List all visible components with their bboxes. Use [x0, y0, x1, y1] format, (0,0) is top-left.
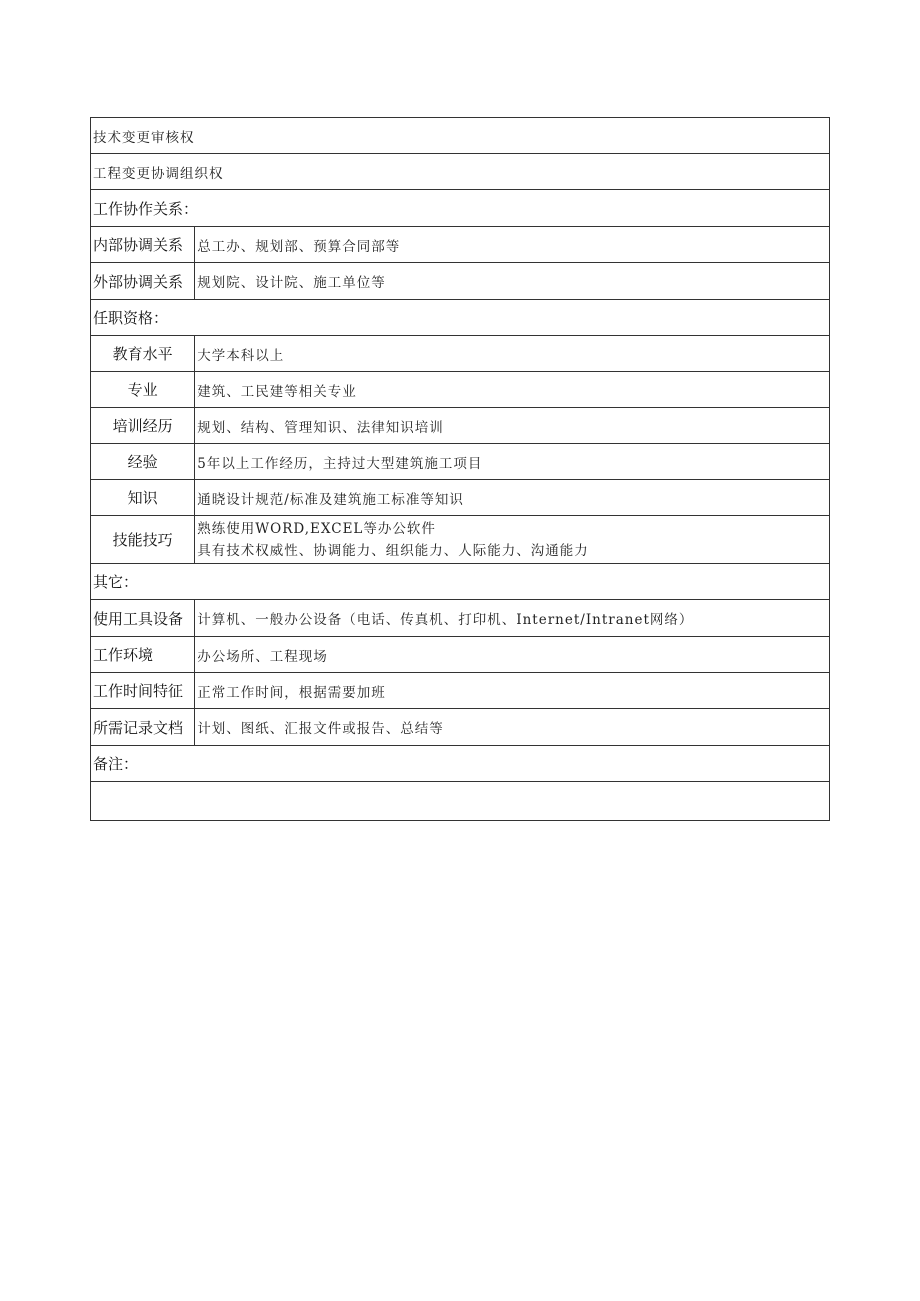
experience-value: 5年以上工作经历，主持过大型建筑施工项目 [195, 444, 830, 480]
table-row [91, 673, 830, 709]
notes-row [91, 782, 830, 821]
table-row [91, 600, 830, 637]
training-label: 培训经历 [91, 408, 195, 444]
documents-value: 计划、图纸、汇报文件或报告、总结等 [195, 709, 830, 746]
table-row [91, 263, 830, 300]
education-label: 教育水平 [91, 336, 195, 372]
qualifications-heading: 任职资格： [91, 300, 830, 336]
skills-line-software: 熟练使用WORD,EXCEL等办公软件 [197, 520, 436, 537]
job-description-table [90, 117, 830, 821]
section-row [91, 564, 830, 600]
external-coordination-label: 外部协调关系 [91, 263, 195, 300]
right-engineering-change-coordination: 工程变更协调组织权 [91, 154, 830, 190]
table-row [91, 480, 830, 516]
internal-coordination-value: 总工办、规划部、预算合同部等 [195, 227, 830, 263]
education-value: 大学本科以上 [195, 336, 830, 372]
tools-label: 使用工具设备 [91, 600, 195, 637]
table-row [91, 637, 830, 673]
external-coordination-value: 规划院、设计院、施工单位等 [195, 263, 830, 300]
notes-content [91, 782, 830, 821]
environment-label: 工作环境 [91, 637, 195, 673]
table-row [91, 372, 830, 408]
knowledge-value: 通晓设计规范/标准及建筑施工标准等知识 [195, 480, 830, 516]
rights-row [91, 118, 830, 154]
table-row [91, 227, 830, 263]
section-row [91, 190, 830, 227]
documents-label: 所需记录文档 [91, 709, 195, 746]
rights-row [91, 154, 830, 190]
major-value: 建筑、工民建等相关专业 [195, 372, 830, 408]
internal-coordination-label: 内部协调关系 [91, 227, 195, 263]
environment-value: 办公场所、工程现场 [195, 637, 830, 673]
table-row [91, 444, 830, 480]
table-row [91, 408, 830, 444]
table-row [91, 336, 830, 372]
other-heading: 其它： [91, 564, 830, 600]
training-value: 规划、结构、管理知识、法律知识培训 [195, 408, 830, 444]
work-hours-label: 工作时间特征 [91, 673, 195, 709]
skills-value [195, 516, 830, 564]
skills-label: 技能技巧 [91, 516, 195, 564]
knowledge-label: 知识 [91, 480, 195, 516]
collaboration-heading: 工作协作关系： [91, 190, 830, 227]
tools-value: 计算机、一般办公设备（电话、传真机、打印机、Internet/Intranet网络） [195, 600, 830, 637]
work-hours-value: 正常工作时间，根据需要加班 [195, 673, 830, 709]
section-row [91, 300, 830, 336]
experience-label: 经验 [91, 444, 195, 480]
section-row [91, 746, 830, 782]
right-technical-change-review: 技术变更审核权 [91, 118, 830, 154]
table-row [91, 516, 830, 564]
table-row [91, 709, 830, 746]
major-label: 专业 [91, 372, 195, 408]
skills-line-abilities: 具有技术权威性、协调能力、组织能力、人际能力、沟通能力 [197, 542, 589, 559]
notes-heading: 备注： [91, 746, 830, 782]
